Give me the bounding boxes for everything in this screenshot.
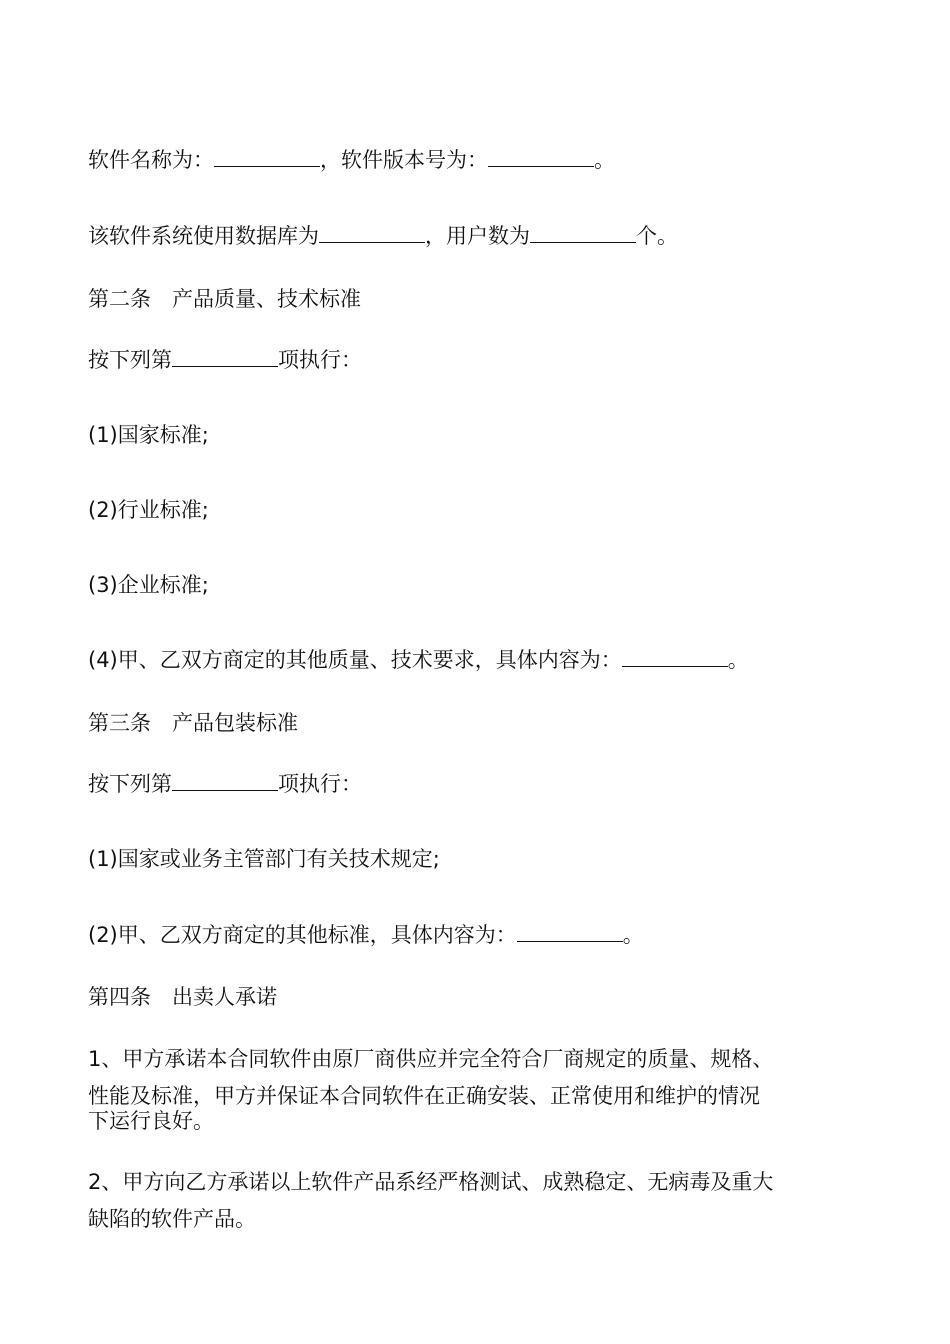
execute-item-line-2 bbox=[88, 770, 362, 798]
quality-option-4-blank bbox=[622, 648, 728, 667]
quality-option-1-text: (1)国家标准; bbox=[88, 423, 209, 447]
user-count-unit: 个。 bbox=[636, 224, 678, 248]
execute-label-a: 按下列第 bbox=[88, 348, 172, 372]
commitment-1-line-2 bbox=[88, 1082, 760, 1110]
commitment-2-text-2: 缺陷的软件产品。 bbox=[88, 1207, 256, 1231]
database-label: 该软件系统使用数据库为 bbox=[88, 224, 319, 248]
commitment-2-line-1 bbox=[88, 1168, 773, 1196]
packaging-option-2 bbox=[88, 921, 644, 949]
software-name-label: 软件名称为： bbox=[88, 148, 214, 172]
execute-label-a-2: 按下列第 bbox=[88, 772, 172, 796]
software-name-blank bbox=[214, 148, 320, 167]
user-count-blank bbox=[530, 224, 636, 243]
execute-item-blank-1 bbox=[172, 348, 278, 367]
quality-option-4 bbox=[88, 646, 749, 674]
quality-option-3 bbox=[88, 571, 209, 599]
commitment-1-line-1 bbox=[88, 1045, 773, 1073]
commitment-1-text-3: 下运行良好。 bbox=[88, 1109, 214, 1133]
quality-option-2 bbox=[88, 496, 209, 524]
commitment-1-line-3 bbox=[88, 1107, 214, 1135]
quality-option-2-text: (2)行业标准; bbox=[88, 498, 209, 522]
packaging-option-1-text: (1)国家或业务主管部门有关技术规定; bbox=[88, 847, 440, 871]
packaging-option-2-blank bbox=[517, 923, 623, 942]
execute-label-b: 项执行： bbox=[278, 348, 362, 372]
packaging-option-2-text: (2)甲、乙双方商定的其他标准，具体内容为： bbox=[88, 923, 517, 947]
software-version-label: ，软件版本号为： bbox=[320, 148, 488, 172]
quality-option-4-end: 。 bbox=[727, 648, 749, 672]
database-line bbox=[88, 222, 678, 250]
user-count-label: ，用户数为 bbox=[425, 224, 530, 248]
software-version-blank bbox=[488, 148, 594, 167]
line-end-punct: 。 bbox=[594, 148, 615, 172]
database-blank bbox=[319, 224, 425, 243]
article-2-heading bbox=[88, 285, 361, 313]
software-name-line bbox=[88, 146, 615, 174]
commitment-1-text-2: 性能及标准，甲方并保证本合同软件在正确安装、正常使用和维护的情况 bbox=[88, 1084, 760, 1108]
article-3-title: 第三条 产品包装标准 bbox=[88, 711, 298, 735]
execute-label-b-2: 项执行： bbox=[278, 772, 362, 796]
commitment-2-text-1: 2、甲方向乙方承诺以上软件产品系经严格测试、成熟稳定、无病毒及重大 bbox=[88, 1170, 774, 1194]
execute-item-line-1 bbox=[88, 346, 362, 374]
execute-item-blank-2 bbox=[172, 772, 278, 791]
article-4-title: 第四条 出卖人承诺 bbox=[88, 985, 277, 1009]
commitment-1-text-1: 1、甲方承诺本合同软件由原厂商供应并完全符合厂商规定的质量、规格、 bbox=[88, 1047, 774, 1071]
quality-option-4-text: (4)甲、乙双方商定的其他质量、技术要求，具体内容为： bbox=[88, 648, 622, 672]
commitment-2-line-2 bbox=[88, 1205, 256, 1233]
packaging-option-1 bbox=[88, 845, 440, 873]
quality-option-1 bbox=[88, 421, 209, 449]
article-4-heading bbox=[88, 983, 277, 1011]
quality-option-3-text: (3)企业标准; bbox=[88, 573, 209, 597]
article-2-title: 第二条 产品质量、技术标准 bbox=[88, 287, 361, 311]
article-3-heading bbox=[88, 709, 298, 737]
packaging-option-2-end: 。 bbox=[622, 923, 644, 947]
